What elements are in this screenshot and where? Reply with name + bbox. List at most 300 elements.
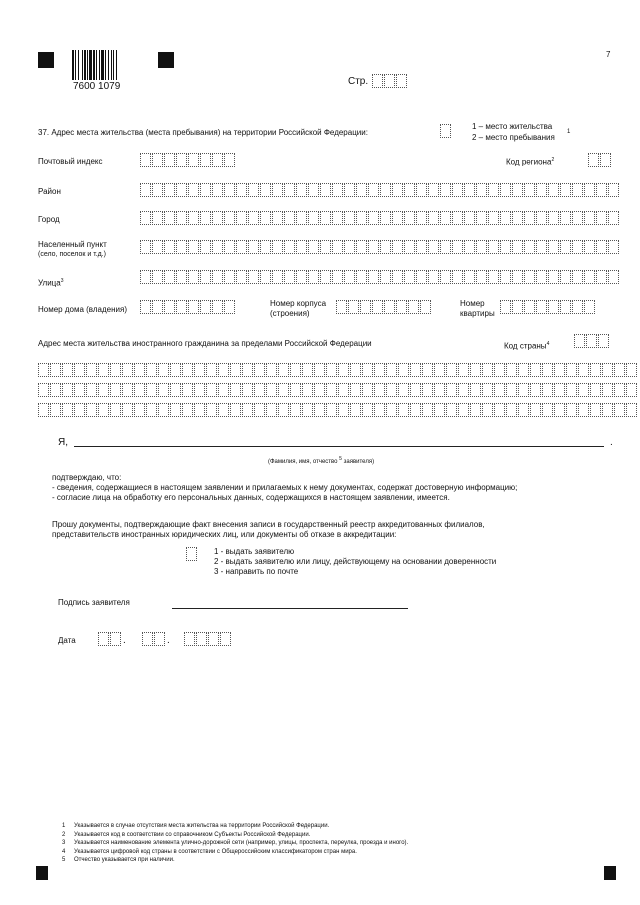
input-cell[interactable] (384, 300, 395, 314)
input-cell[interactable] (602, 383, 613, 397)
input-cell[interactable] (338, 363, 349, 377)
input-cell[interactable] (368, 183, 379, 197)
input-cell[interactable] (86, 383, 97, 397)
input-cell[interactable] (548, 240, 559, 254)
input-cell[interactable] (590, 363, 601, 377)
input-cell[interactable] (452, 270, 463, 284)
input-cell[interactable] (554, 383, 565, 397)
input-cell[interactable] (206, 363, 217, 377)
input-cell[interactable] (554, 403, 565, 417)
input-cell[interactable] (578, 363, 589, 377)
input-cell[interactable] (446, 403, 457, 417)
input-cell[interactable] (458, 363, 469, 377)
city-cells[interactable] (140, 211, 620, 225)
input-cell[interactable] (602, 363, 613, 377)
input-cell[interactable] (614, 383, 625, 397)
input-cell[interactable] (176, 270, 187, 284)
input-cell[interactable] (50, 403, 61, 417)
input-cell[interactable] (236, 183, 247, 197)
street-cells[interactable] (140, 270, 620, 284)
input-cell[interactable] (506, 403, 517, 417)
input-cell[interactable] (62, 403, 73, 417)
input-cell[interactable] (536, 183, 547, 197)
input-cell[interactable] (86, 403, 97, 417)
input-cell[interactable] (464, 183, 475, 197)
input-cell[interactable] (422, 363, 433, 377)
input-cell[interactable] (350, 363, 361, 377)
input-cell[interactable] (428, 240, 439, 254)
input-cell[interactable] (434, 383, 445, 397)
input-cell[interactable] (320, 240, 331, 254)
input-cell[interactable] (626, 363, 637, 377)
input-cell[interactable] (386, 383, 397, 397)
input-cell[interactable] (272, 270, 283, 284)
input-cell[interactable] (434, 363, 445, 377)
input-cell[interactable] (608, 240, 619, 254)
input-cell[interactable] (396, 300, 407, 314)
input-cell[interactable] (164, 270, 175, 284)
input-cell[interactable] (476, 211, 487, 225)
input-cell[interactable] (254, 383, 265, 397)
input-cell[interactable] (440, 211, 451, 225)
input-cell[interactable] (236, 270, 247, 284)
input-cell[interactable] (98, 403, 109, 417)
input-cell[interactable] (422, 383, 433, 397)
input-cell[interactable] (302, 383, 313, 397)
input-cell[interactable] (200, 183, 211, 197)
input-cell[interactable] (332, 270, 343, 284)
input-cell[interactable] (524, 240, 535, 254)
input-cell[interactable] (548, 270, 559, 284)
input-cell[interactable] (218, 403, 229, 417)
input-cell[interactable] (440, 240, 451, 254)
date-month-cells[interactable] (142, 632, 166, 646)
input-cell[interactable] (296, 183, 307, 197)
input-cell[interactable] (194, 363, 205, 377)
date-year-cells[interactable] (184, 632, 232, 646)
input-cell[interactable] (440, 270, 451, 284)
input-cell[interactable] (362, 403, 373, 417)
input-cell[interactable] (110, 403, 121, 417)
input-cell[interactable] (164, 183, 175, 197)
input-cell[interactable] (458, 383, 469, 397)
input-cell[interactable] (584, 270, 595, 284)
input-cell[interactable] (176, 240, 187, 254)
input-cell[interactable] (344, 211, 355, 225)
input-cell[interactable] (170, 403, 181, 417)
input-cell[interactable] (140, 240, 151, 254)
input-cell[interactable] (212, 270, 223, 284)
input-cell[interactable] (182, 403, 193, 417)
input-cell[interactable] (152, 240, 163, 254)
input-cell[interactable] (74, 363, 85, 377)
input-cell[interactable] (146, 383, 157, 397)
input-cell[interactable] (140, 300, 151, 314)
input-cell[interactable] (512, 240, 523, 254)
input-cell[interactable] (278, 363, 289, 377)
input-cell[interactable] (416, 240, 427, 254)
input-cell[interactable] (200, 211, 211, 225)
input-cell[interactable] (536, 240, 547, 254)
input-cell[interactable] (482, 403, 493, 417)
input-cell[interactable] (386, 403, 397, 417)
input-cell[interactable] (320, 183, 331, 197)
input-cell[interactable] (134, 403, 145, 417)
input-cell[interactable] (122, 363, 133, 377)
input-cell[interactable] (320, 211, 331, 225)
input-cell[interactable] (260, 270, 271, 284)
input-cell[interactable] (524, 183, 535, 197)
page-cells[interactable] (372, 74, 408, 88)
input-cell[interactable] (230, 363, 241, 377)
input-cell[interactable] (134, 363, 145, 377)
input-cell[interactable] (344, 240, 355, 254)
input-cell[interactable] (440, 183, 451, 197)
input-cell[interactable] (392, 183, 403, 197)
input-cell[interactable] (248, 211, 259, 225)
input-cell[interactable] (458, 403, 469, 417)
input-cell[interactable] (74, 383, 85, 397)
input-cell[interactable] (548, 300, 559, 314)
input-cell[interactable] (212, 300, 223, 314)
input-cell[interactable] (506, 363, 517, 377)
input-cell[interactable] (590, 383, 601, 397)
input-cell[interactable] (200, 240, 211, 254)
date-day-cells[interactable] (98, 632, 122, 646)
foreign-address-row-3[interactable] (38, 403, 638, 417)
input-cell[interactable] (308, 270, 319, 284)
input-cell[interactable] (332, 211, 343, 225)
input-cell[interactable] (242, 363, 253, 377)
input-cell[interactable] (164, 240, 175, 254)
input-cell[interactable] (308, 211, 319, 225)
input-cell[interactable] (404, 211, 415, 225)
input-cell[interactable] (284, 240, 295, 254)
input-cell[interactable] (248, 270, 259, 284)
input-cell[interactable] (152, 211, 163, 225)
input-cell[interactable] (380, 240, 391, 254)
input-cell[interactable] (38, 403, 49, 417)
input-cell[interactable] (62, 363, 73, 377)
input-cell[interactable] (194, 403, 205, 417)
input-cell[interactable] (260, 183, 271, 197)
input-cell[interactable] (242, 403, 253, 417)
input-cell[interactable] (380, 211, 391, 225)
input-cell[interactable] (320, 270, 331, 284)
input-cell[interactable] (500, 183, 511, 197)
input-cell[interactable] (284, 183, 295, 197)
input-cell[interactable] (212, 183, 223, 197)
input-cell[interactable] (182, 383, 193, 397)
input-cell[interactable] (548, 183, 559, 197)
input-cell[interactable] (470, 363, 481, 377)
input-cell[interactable] (188, 300, 199, 314)
input-cell[interactable] (500, 240, 511, 254)
input-cell[interactable] (74, 403, 85, 417)
input-cell[interactable] (408, 300, 419, 314)
input-cell[interactable] (626, 383, 637, 397)
input-cell[interactable] (518, 363, 529, 377)
input-cell[interactable] (446, 363, 457, 377)
input-cell[interactable] (326, 383, 337, 397)
input-cell[interactable] (188, 211, 199, 225)
input-cell[interactable] (452, 211, 463, 225)
input-cell[interactable] (596, 240, 607, 254)
input-cell[interactable] (608, 211, 619, 225)
input-cell[interactable] (146, 403, 157, 417)
input-cell[interactable] (134, 383, 145, 397)
input-cell[interactable] (488, 183, 499, 197)
input-cell[interactable] (278, 403, 289, 417)
input-cell[interactable] (140, 270, 151, 284)
input-cell[interactable] (560, 240, 571, 254)
input-cell[interactable] (350, 403, 361, 417)
input-cell[interactable] (374, 383, 385, 397)
input-cell[interactable] (554, 363, 565, 377)
input-cell[interactable] (356, 183, 367, 197)
input-cell[interactable] (50, 383, 61, 397)
input-cell[interactable] (626, 403, 637, 417)
input-cell[interactable] (272, 211, 283, 225)
input-cell[interactable] (212, 211, 223, 225)
input-cell[interactable] (200, 300, 211, 314)
input-cell[interactable] (140, 211, 151, 225)
input-cell[interactable] (152, 300, 163, 314)
input-cell[interactable] (530, 363, 541, 377)
input-cell[interactable] (578, 403, 589, 417)
input-cell[interactable] (266, 383, 277, 397)
foreign-address-row-2[interactable] (38, 383, 638, 397)
input-cell[interactable] (356, 211, 367, 225)
input-cell[interactable] (98, 383, 109, 397)
input-cell[interactable] (590, 403, 601, 417)
input-cell[interactable] (38, 383, 49, 397)
input-cell[interactable] (542, 403, 553, 417)
input-cell[interactable] (290, 383, 301, 397)
input-cell[interactable] (410, 403, 421, 417)
input-cell[interactable] (170, 383, 181, 397)
region-code-cells[interactable] (588, 153, 612, 167)
input-cell[interactable] (584, 240, 595, 254)
input-cell[interactable] (536, 300, 547, 314)
input-cell[interactable] (416, 211, 427, 225)
input-cell[interactable] (602, 403, 613, 417)
input-cell[interactable] (188, 183, 199, 197)
input-cell[interactable] (336, 300, 347, 314)
input-cell[interactable] (350, 383, 361, 397)
input-cell[interactable] (404, 240, 415, 254)
input-cell[interactable] (614, 403, 625, 417)
input-cell[interactable] (422, 403, 433, 417)
input-cell[interactable] (140, 183, 151, 197)
input-cell[interactable] (500, 270, 511, 284)
input-cell[interactable] (572, 183, 583, 197)
input-cell[interactable] (368, 211, 379, 225)
input-cell[interactable] (578, 383, 589, 397)
input-cell[interactable] (338, 403, 349, 417)
input-cell[interactable] (158, 383, 169, 397)
input-cell[interactable] (500, 211, 511, 225)
input-cell[interactable] (542, 383, 553, 397)
input-cell[interactable] (566, 363, 577, 377)
input-cell[interactable] (410, 383, 421, 397)
input-cell[interactable] (404, 270, 415, 284)
delivery-choice-cell[interactable] (186, 547, 198, 561)
district-cells[interactable] (140, 183, 620, 197)
input-cell[interactable] (284, 211, 295, 225)
input-cell[interactable] (188, 240, 199, 254)
input-cell[interactable] (392, 270, 403, 284)
input-cell[interactable] (338, 383, 349, 397)
input-cell[interactable] (248, 240, 259, 254)
input-cell[interactable] (278, 383, 289, 397)
input-cell[interactable] (314, 363, 325, 377)
settlement-cells[interactable] (140, 240, 620, 254)
input-cell[interactable] (158, 403, 169, 417)
input-cell[interactable] (398, 403, 409, 417)
input-cell[interactable] (536, 270, 547, 284)
input-cell[interactable] (176, 211, 187, 225)
input-cell[interactable] (476, 240, 487, 254)
input-cell[interactable] (614, 363, 625, 377)
input-cell[interactable] (230, 383, 241, 397)
input-cell[interactable] (368, 270, 379, 284)
input-cell[interactable] (152, 183, 163, 197)
input-cell[interactable] (506, 383, 517, 397)
input-cell[interactable] (356, 240, 367, 254)
input-cell[interactable] (266, 403, 277, 417)
input-cell[interactable] (446, 383, 457, 397)
input-cell[interactable] (530, 383, 541, 397)
input-cell[interactable] (302, 403, 313, 417)
input-cell[interactable] (596, 211, 607, 225)
input-cell[interactable] (224, 211, 235, 225)
input-cell[interactable] (380, 270, 391, 284)
input-cell[interactable] (464, 240, 475, 254)
input-cell[interactable] (500, 300, 511, 314)
input-cell[interactable] (230, 403, 241, 417)
input-cell[interactable] (98, 363, 109, 377)
input-cell[interactable] (38, 363, 49, 377)
input-cell[interactable] (584, 183, 595, 197)
input-cell[interactable] (392, 211, 403, 225)
input-cell[interactable] (416, 183, 427, 197)
input-cell[interactable] (164, 211, 175, 225)
input-cell[interactable] (518, 403, 529, 417)
input-cell[interactable] (176, 183, 187, 197)
input-cell[interactable] (560, 183, 571, 197)
input-cell[interactable] (344, 183, 355, 197)
input-cell[interactable] (296, 270, 307, 284)
input-cell[interactable] (482, 363, 493, 377)
input-cell[interactable] (488, 211, 499, 225)
input-cell[interactable] (608, 183, 619, 197)
input-cell[interactable] (176, 300, 187, 314)
input-cell[interactable] (308, 240, 319, 254)
input-cell[interactable] (488, 240, 499, 254)
input-cell[interactable] (404, 183, 415, 197)
input-cell[interactable] (164, 300, 175, 314)
input-cell[interactable] (524, 300, 535, 314)
input-cell[interactable] (572, 211, 583, 225)
input-cell[interactable] (494, 383, 505, 397)
input-cell[interactable] (50, 363, 61, 377)
input-cell[interactable] (122, 403, 133, 417)
input-cell[interactable] (266, 363, 277, 377)
input-cell[interactable] (260, 211, 271, 225)
input-cell[interactable] (224, 300, 235, 314)
input-cell[interactable] (452, 240, 463, 254)
input-cell[interactable] (326, 403, 337, 417)
input-cell[interactable] (470, 383, 481, 397)
input-cell[interactable] (560, 270, 571, 284)
input-cell[interactable] (542, 363, 553, 377)
input-cell[interactable] (170, 363, 181, 377)
input-cell[interactable] (348, 300, 359, 314)
input-cell[interactable] (344, 270, 355, 284)
country-code-cells[interactable] (574, 334, 610, 348)
name-line[interactable] (74, 446, 604, 447)
input-cell[interactable] (380, 183, 391, 197)
input-cell[interactable] (524, 211, 535, 225)
input-cell[interactable] (188, 270, 199, 284)
address-type-cell[interactable] (440, 124, 452, 138)
input-cell[interactable] (470, 403, 481, 417)
input-cell[interactable] (566, 383, 577, 397)
input-cell[interactable] (290, 403, 301, 417)
input-cell[interactable] (392, 240, 403, 254)
input-cell[interactable] (398, 363, 409, 377)
input-cell[interactable] (596, 270, 607, 284)
input-cell[interactable] (332, 183, 343, 197)
input-cell[interactable] (224, 270, 235, 284)
input-cell[interactable] (572, 240, 583, 254)
input-cell[interactable] (260, 240, 271, 254)
input-cell[interactable] (518, 383, 529, 397)
input-cell[interactable] (236, 240, 247, 254)
input-cell[interactable] (182, 363, 193, 377)
input-cell[interactable] (512, 270, 523, 284)
input-cell[interactable] (512, 183, 523, 197)
signature-line[interactable] (172, 608, 408, 609)
input-cell[interactable] (608, 270, 619, 284)
input-cell[interactable] (122, 383, 133, 397)
input-cell[interactable] (572, 300, 583, 314)
input-cell[interactable] (302, 363, 313, 377)
input-cell[interactable] (512, 300, 523, 314)
input-cell[interactable] (420, 300, 431, 314)
input-cell[interactable] (512, 211, 523, 225)
input-cell[interactable] (584, 300, 595, 314)
input-cell[interactable] (212, 240, 223, 254)
input-cell[interactable] (374, 403, 385, 417)
input-cell[interactable] (374, 363, 385, 377)
input-cell[interactable] (218, 363, 229, 377)
input-cell[interactable] (566, 403, 577, 417)
input-cell[interactable] (146, 363, 157, 377)
input-cell[interactable] (494, 403, 505, 417)
input-cell[interactable] (548, 211, 559, 225)
input-cell[interactable] (356, 270, 367, 284)
input-cell[interactable] (428, 211, 439, 225)
input-cell[interactable] (254, 363, 265, 377)
input-cell[interactable] (110, 363, 121, 377)
input-cell[interactable] (410, 363, 421, 377)
input-cell[interactable] (326, 363, 337, 377)
input-cell[interactable] (242, 383, 253, 397)
house-cells[interactable] (140, 300, 236, 314)
input-cell[interactable] (428, 183, 439, 197)
